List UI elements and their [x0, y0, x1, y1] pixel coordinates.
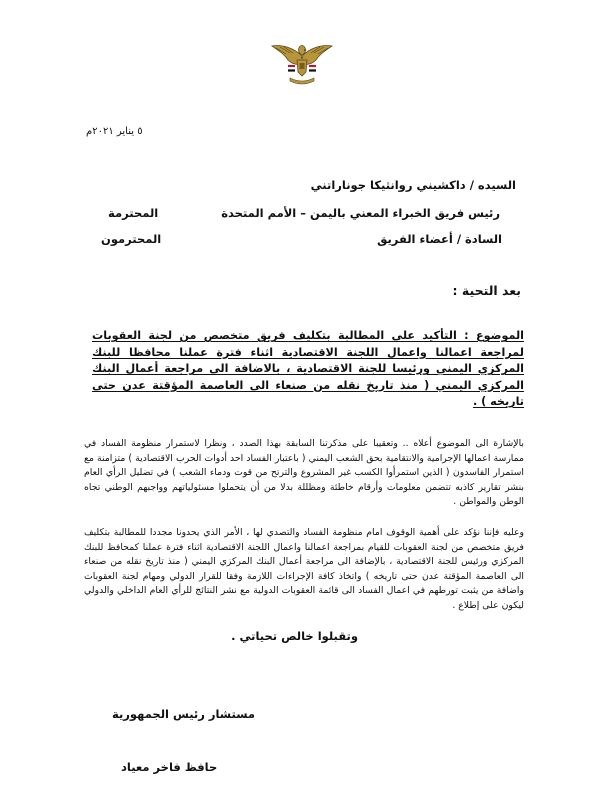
recipient-name: السيده / داكشيني روانثيكا جوناراتني — [310, 178, 516, 192]
members-honorific: المحترمون — [101, 232, 162, 246]
members-line: السادة / أعضاء الفريق — [377, 232, 502, 246]
subject-paragraph: الموضوع : التأكيد على المطالبة بتكليف فريق متخصص من لجنة العقوبات لمراجعة اعمالنا واعمال اللجنة الاقتصادية اثناء فترة عملنا محافظا للبنك المركزي اليمني ورئيسا للجنة الاقتصادية ، بالاضافة الى مراجعة أعمال البنك المركزي اليمني ( منذ تاريخ نقله من صنعاء الى العاصمة المؤقتة عدن حتى تاريخه ) . — [92, 329, 524, 408]
greeting: بعد التحية : — [452, 283, 521, 298]
closing-line: وتقبلوا خالص تحياتي . — [231, 629, 358, 643]
body-paragraph-2: وعليه فإننا نؤكد على أهمية الوقوف امام منظومة الفساد والتصدي لها ، الأمر الذي يحدونا مجددا للمطالبة بتكليف فريق متخصص من لجنة العقوبات للقيام بمراجعة اعمالنا واعمال اللجنة الاقتصادية اثناء فترة عملنا كمحافظ للبنك المركزي ورئيس للجنة الاقتصادية ، بالإضافة الى مراجعة أعمال البنك المركزي اليمني ( منذ تاريخ نقله من صنعاء الى العاصمة المؤقتة عدن حتى تاريخه ) واتخاذ كافة الإجراءات اللازمة وفقا للقرار الدولي ومهام لجنة العقوبات واضافة من يثبت تورطهم في اعمال الفساد الى قائمة العقوبات الدولية مع نشر النتائج للرأي العام الداخلي والدولي ليكون على إطلاع . — [84, 527, 524, 611]
recipient-honorific: المحترمة — [108, 206, 159, 220]
signatory-title: مستشار رئيس الجمهورية — [112, 707, 256, 721]
recipient-title: رئيس فريق الخبراء المعني باليمن – الأمم المتحدة — [221, 206, 500, 220]
body-paragraph-1: بالإشارة الى الموضوع أعلاه .. وتعقيبا على مذكرتنا السابقة بهذا الصدد ، ونظرا لاستمرار منظومة الفساد في ممارسة اعمالها الإجرامية والانتقامية بحق الشعب اليمني ( باعتبار الفساد احد أدوات الحرب الاقتصادية ) متزامنة مع استمرار الفاسدون ( الذين استمرأوا الكسب غير المشروع والترتح من قوت ودماء الشعب ) في تضليل الرأي العام بنشر تقارير كاذبه تتضمن معلومات وأرقام خاطئة ومظللة بدلا من أن يتحملوا مسئولياتهم وواجبهم الوطني تجاه الوطن والمواطن . — [84, 438, 524, 508]
yemen-eagle-emblem-icon — [270, 38, 334, 88]
signatory-name: حافظ فاخر معياد — [121, 760, 218, 774]
letter-date: ٥ يناير ٢٠٢١م — [86, 126, 143, 137]
